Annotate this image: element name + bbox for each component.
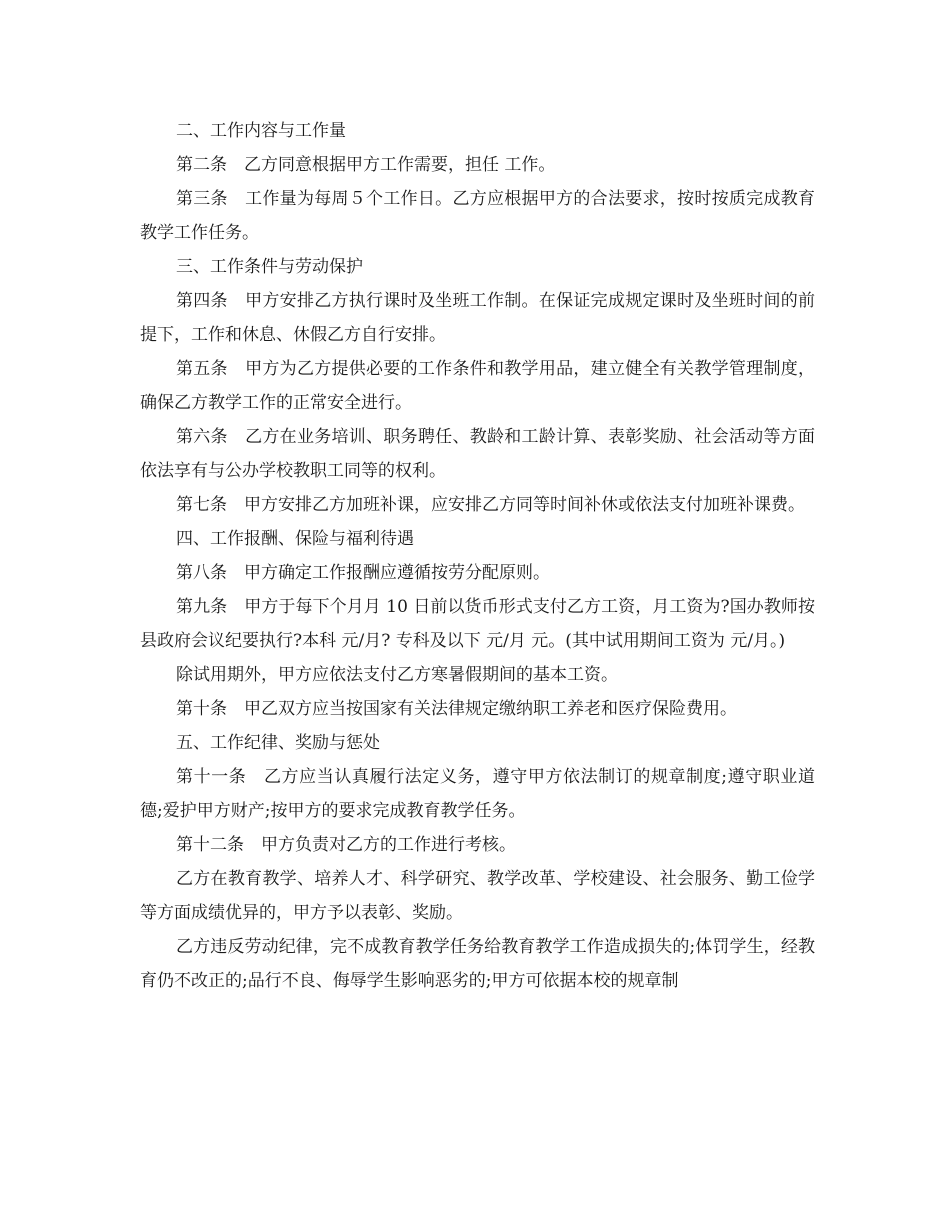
article-7: 第七条 甲方安排乙方加班补课，应安排乙方同等时间补休或依法支付加班补课费。 xyxy=(176,495,805,515)
article-12: 第十二条 甲方负责对乙方的工作进行考核。 xyxy=(176,835,516,855)
article-3: 第三条 工作量为每周５个工作日。乙方应根据甲方的合法要求，按时按质完成教育教学工作任务。 xyxy=(140,189,815,243)
article-9: 第九条 甲方于每下个月月 10 日前以货币形式支付乙方工资，月工资为?国办教师按县政府会议纪要执行?本科 元/月? 专科及以下 元/月 元。(其中试用期间工资为 元/月。) xyxy=(140,597,815,651)
article-10: 第十条 甲乙双方应当按国家有关法律规定缴纳职工养老和医疗保险费用。 xyxy=(176,699,737,719)
section-heading-work-content: 二、工作内容与工作量 xyxy=(176,121,346,141)
article-12-penalty: 乙方违反劳动纪律，完不成教育教学任务给教育教学工作造成损失的;体罚学生，经教育仍不改正的;品行不良、侮辱学生影响恶劣的;甲方可依据本校的规章制 xyxy=(140,937,815,991)
article-6: 第六条 乙方在业务培训、职务聘任、教龄和工龄计算、表彰奖励、社会活动等方面依法享有与公办学校教职工同等的权利。 xyxy=(140,427,815,481)
document-body xyxy=(140,114,815,998)
article-11: 第十一条 乙方应当认真履行法定义务，遵守甲方依法制订的规章制度;遵守职业道德;爱护甲方财产;按甲方的要求完成教育教学任务。 xyxy=(140,767,815,821)
article-2: 第二条 乙方同意根据甲方工作需要，担任 工作。 xyxy=(176,155,556,175)
section-heading-work-conditions: 三、工作条件与劳动保护 xyxy=(176,257,363,277)
section-heading-discipline: 五、工作纪律、奖励与惩处 xyxy=(176,733,380,753)
article-4: 第四条 甲方安排乙方执行课时及坐班工作制。在保证完成规定课时及坐班时间的前提下，工作和休息、休假乙方自行安排。 xyxy=(140,291,815,345)
article-9-supplement: 除试用期外，甲方应依法支付乙方寒暑假期间的基本工资。 xyxy=(176,665,618,685)
article-5: 第五条 甲方为乙方提供必要的工作条件和教学用品，建立健全有关教学管理制度，确保乙方教学工作的正常安全进行。 xyxy=(140,359,815,413)
article-12-reward: 乙方在教育教学、培养人才、科学研究、教学改革、学校建设、社会服务、勤工俭学等方面成绩优异的，甲方予以表彰、奖励。 xyxy=(140,869,815,923)
section-heading-compensation: 四、工作报酬、保险与福利待遇 xyxy=(176,529,414,549)
article-8: 第八条 甲方确定工作报酬应遵循按劳分配原则。 xyxy=(176,563,550,583)
